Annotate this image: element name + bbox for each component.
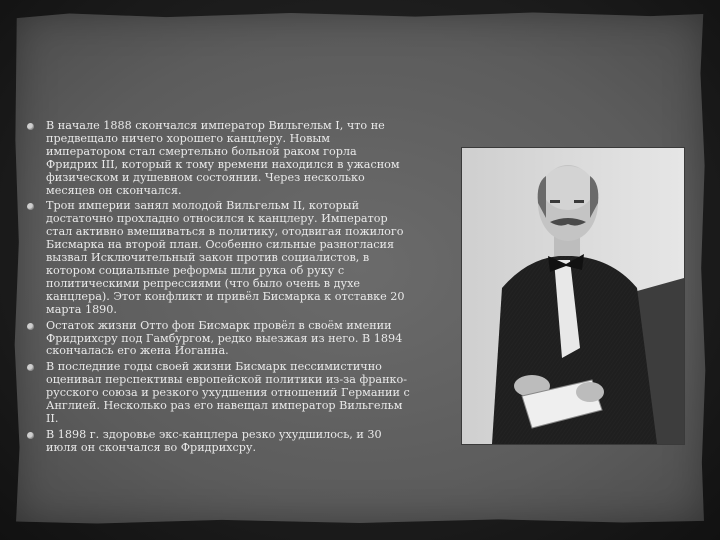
bullet-text: Остаток жизни Отто фон Бисмарк провёл в своём имении Фридрихсру под Гамбургом, редко выезжая из него. В 1894 скончалась его жена Иоганна.: [46, 318, 403, 358]
bullet-icon: [27, 123, 34, 130]
portrait-image: [461, 147, 685, 445]
bullet-item: [24, 429, 410, 455]
bullet-text: В 1898 г. здоровье экс-канцлера резко ухудшилось, и 30 июля он скончался во Фридрихсру.: [46, 427, 382, 454]
portrait-engraving: [462, 148, 684, 444]
bullet-icon: [27, 323, 34, 330]
bullet-item: [24, 320, 410, 359]
bullet-icon: [27, 203, 34, 210]
bullet-icon: [27, 364, 34, 371]
bullet-icon: [27, 432, 34, 439]
bullet-item: [24, 361, 410, 426]
bullet-item: [24, 120, 410, 197]
bullet-text: В последние годы своей жизни Бисмарк пессимистично оценивал перспективы европейской политики из-за франко-русского союза и резкого ухудшения отношений Германии с Англией. Несколько раз его навещал император Вильгельм II.: [46, 360, 410, 425]
bullet-item: [24, 200, 410, 316]
bullet-list: [24, 120, 410, 458]
bullet-text: Трон империи занял молодой Вильгельм II, который достаточно прохладно относился к канцлеру. Император стал активно вмешиваться в политику, отодвигая пожилого Бисмарка на второй план. Особенно сильные разногласия вызвал Исключительный закон против социалистов, в котором социальные реформы шли рука об руку с политическими репрессиями (что было очень в духе канцлера). Этот конфликт и привёл Бисмарка к отставке 20 марта 1890.: [46, 199, 405, 316]
bullet-text: В начале 1888 скончался император Вильгельм I, что не предвещало ничего хорошего канцлеру. Новым императором стал смертельно больной раком горла Фридрих III, который к тому времени находился в ужасном физическом и душевном состоянии. Через несколько месяцев он скончался.: [46, 119, 400, 197]
